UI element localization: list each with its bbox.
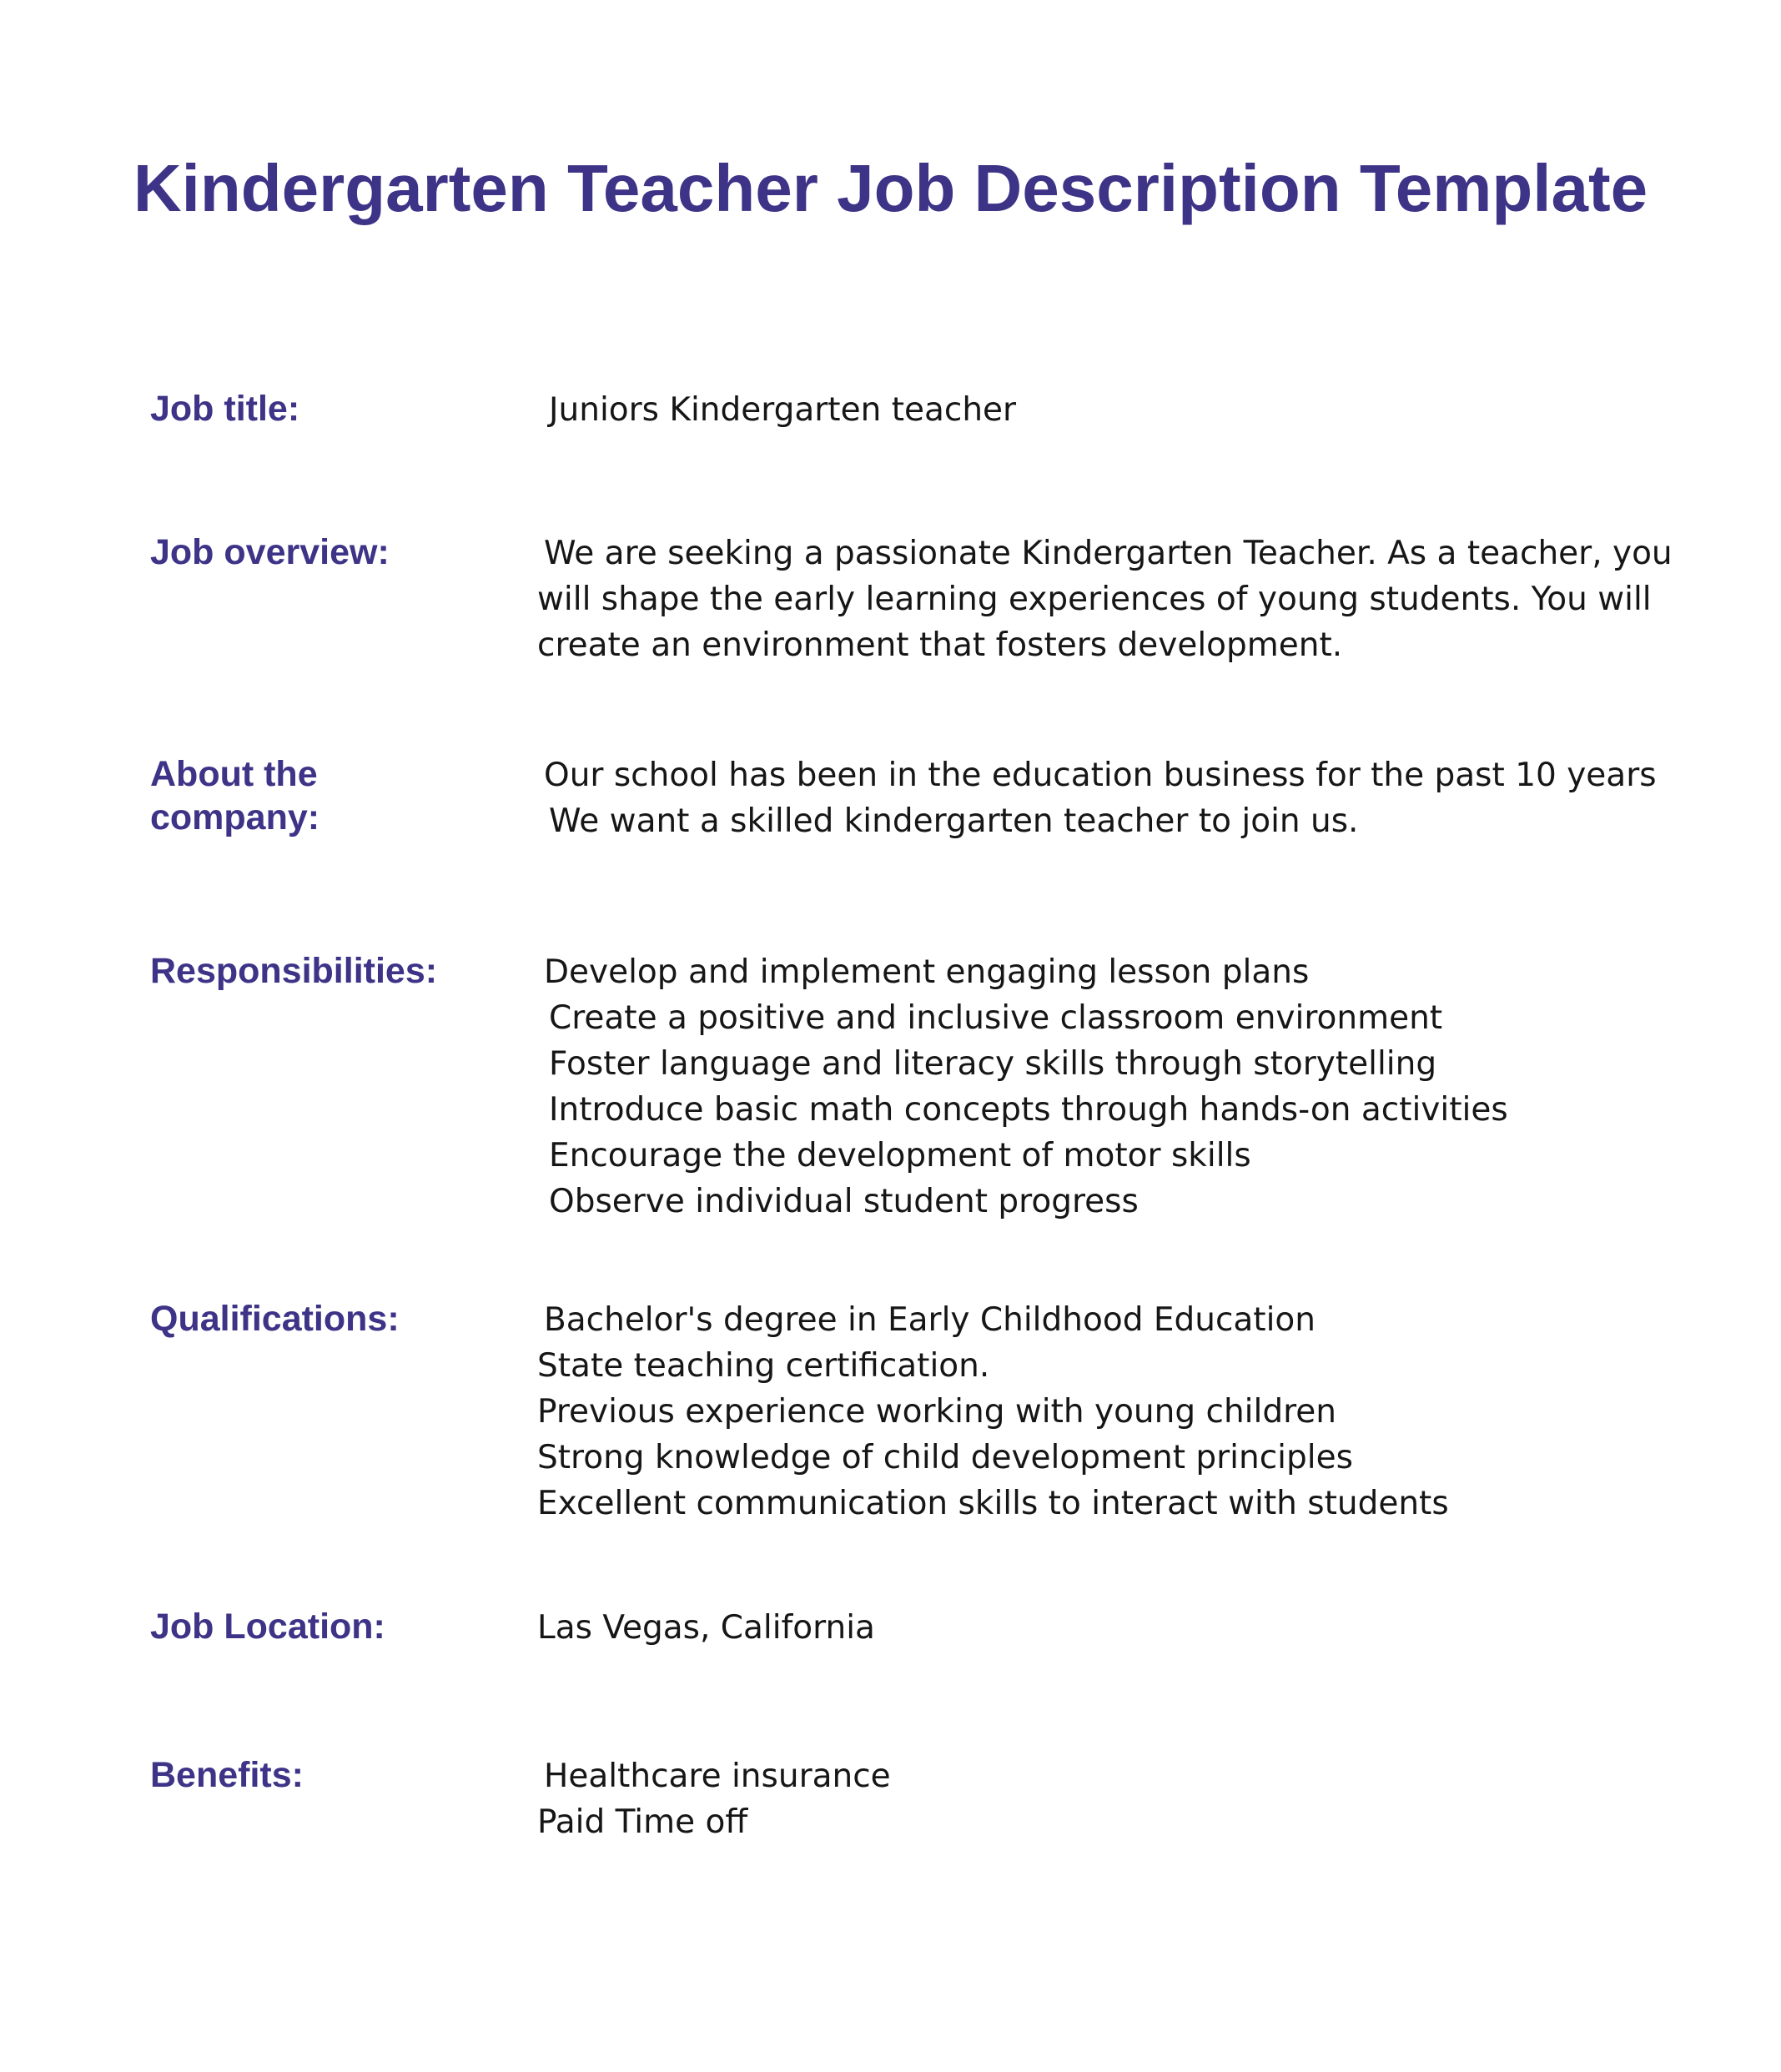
responsibility-item: Observe individual student progress: [549, 1183, 1139, 1220]
job-title-value: [537, 387, 1722, 433]
responsibility-item: Introduce basic math concepts through hands-on activities: [549, 1091, 1508, 1129]
job-overview-text: [537, 531, 1722, 668]
qualifications-list: [537, 1297, 1722, 1526]
page-title: Kindergarten Teacher Job Description Template: [133, 151, 1648, 225]
job-overview-line: We are seeking a passionate Kindergarten Teacher. As a teacher, you: [544, 535, 1673, 572]
qualification-item: Bachelor's degree in Early Childhood Education: [544, 1301, 1316, 1339]
job-overview-label: Job overview:: [150, 532, 390, 572]
responsibility-item: Create a positive and inclusive classroom environment: [549, 999, 1443, 1037]
job-location-label: Job Location:: [150, 1607, 385, 1647]
benefit-item: Healthcare insurance: [544, 1758, 891, 1795]
about-company-label-line: company:: [150, 797, 320, 837]
benefits-label: Benefits:: [150, 1755, 304, 1795]
job-title-label: Job title:: [150, 389, 300, 429]
responsibility-item: Foster language and literacy skills through storytelling: [549, 1045, 1437, 1083]
benefits-list: [537, 1753, 1722, 1845]
about-company-text: [537, 752, 1722, 844]
about-company-line: We want a skilled kindergarten teacher to join us.: [549, 802, 1359, 840]
about-company-line: Our school has been in the education business for the past 10 years: [544, 757, 1657, 794]
qualification-item: State teaching certification.: [537, 1347, 990, 1385]
responsibilities-label: Responsibilities:: [150, 951, 438, 991]
about-company-label: [150, 752, 517, 839]
qualifications-label: Qualifications:: [150, 1299, 400, 1339]
responsibility-item: Encourage the development of motor skills: [549, 1137, 1251, 1174]
about-company-label-line: About the: [150, 754, 318, 794]
job-title-text: Juniors Kindergarten teacher: [549, 391, 1017, 429]
job-overview-line: create an environment that fosters development.: [537, 626, 1343, 664]
responsibility-item: Develop and implement engaging lesson plans: [544, 953, 1310, 991]
responsibilities-list: [537, 949, 1722, 1225]
qualification-item: Previous experience working with young children: [537, 1393, 1336, 1431]
job-location-value: [537, 1605, 1722, 1651]
job-overview-line: will shape the early learning experiences of young students. You will: [537, 581, 1652, 618]
job-location-text: Las Vegas, California: [537, 1609, 875, 1647]
benefit-item: Paid Time off: [537, 1803, 748, 1841]
qualification-item: Strong knowledge of child development principles: [537, 1439, 1353, 1476]
qualification-item: Excellent communication skills to interact with students: [537, 1485, 1449, 1522]
